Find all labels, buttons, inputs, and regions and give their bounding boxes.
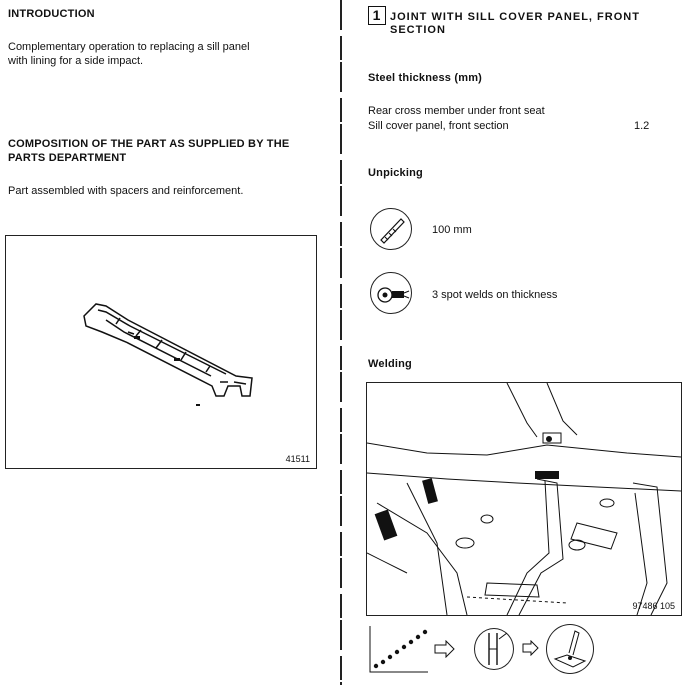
- section-title-line2: SECTION: [390, 24, 446, 36]
- arrow-right-icon: [434, 640, 456, 663]
- spot-weld-drill-icon: [370, 272, 412, 314]
- steel-row-2-value: 1.2: [634, 120, 650, 132]
- steel-row-2: Sill cover panel, front section: [368, 120, 509, 132]
- cross-member-drawing: [6, 236, 316, 468]
- intro-text-line2: with lining for a side impact.: [8, 55, 144, 67]
- part-figure-ref: 41511: [285, 454, 310, 464]
- welding-figure-ref: 97486 105: [632, 601, 675, 611]
- section-number: 1: [368, 6, 386, 25]
- welding-figure: [366, 382, 682, 616]
- floor-assembly-drawing: [367, 383, 681, 615]
- composition-heading-line2: PARTS DEPARTMENT: [8, 152, 127, 164]
- composition-text: Part assembled with spacers and reinforcement.: [8, 185, 244, 197]
- arrow-right-icon-2: [522, 640, 540, 661]
- steel-thickness-heading: Steel thickness (mm): [368, 72, 483, 84]
- spot-pattern-icon: [368, 624, 430, 674]
- weld-torch-icon: [546, 624, 594, 674]
- unpicking-heading: Unpicking: [368, 167, 423, 179]
- intro-text-line1: Complementary operation to replacing a sill panel: [8, 41, 250, 53]
- section-title-line1: JOINT WITH SILL COVER PANEL, FRONT: [390, 11, 640, 23]
- section-title: [368, 6, 640, 25]
- unpick-item-2: 3 spot welds on thickness: [432, 289, 558, 301]
- part-figure: [5, 235, 317, 469]
- unpick-item-1: 100 mm: [432, 224, 472, 236]
- steel-row-1: Rear cross member under front seat: [368, 105, 545, 117]
- plug-weld-icon: [474, 628, 514, 670]
- column-divider: [340, 0, 342, 685]
- intro-heading: INTRODUCTION: [8, 8, 95, 20]
- saw-cut-icon: [370, 208, 412, 250]
- composition-heading-line1: COMPOSITION OF THE PART AS SUPPLIED BY THE: [8, 138, 290, 150]
- welding-heading: Welding: [368, 358, 412, 370]
